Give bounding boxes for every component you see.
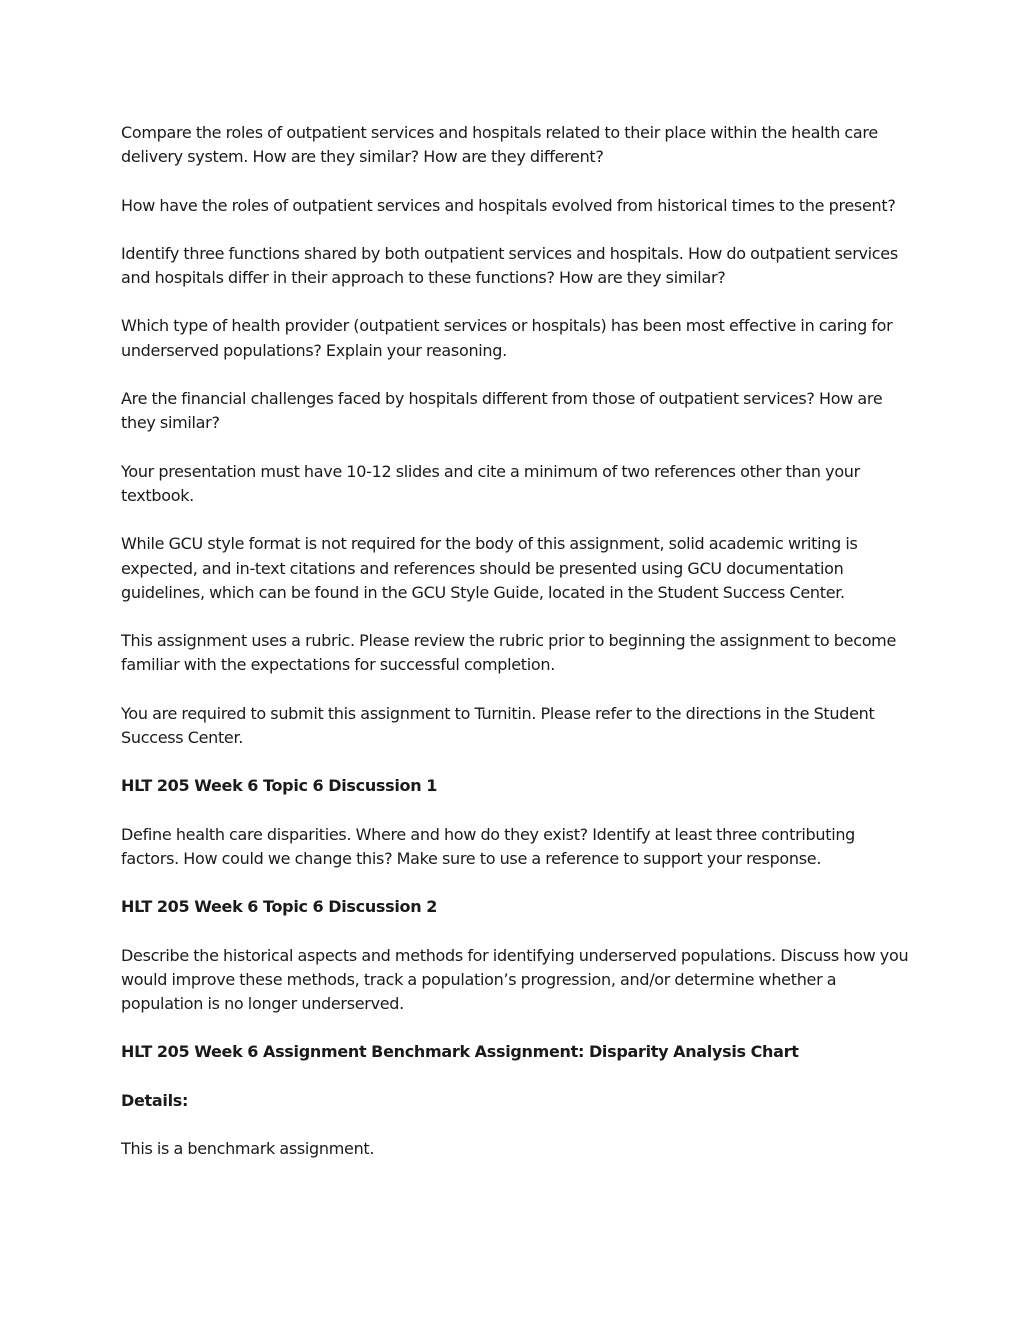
heading-benchmark-assignment: HLT 205 Week 6 Assignment Benchmark Assignment: Disparity Analysis Chart (121, 1042, 799, 1062)
paragraph-turnitin: You are required to submit this assignment to Turnitin. Please refer to the directions in the Student Success Center. (121, 703, 875, 748)
paragraph-rubric: This assignment uses a rubric. Please review the rubric prior to beginning the assignment to become familiar with the expectations for successful completion. (121, 631, 897, 675)
paragraph-roles-evolved: How have the roles of outpatient services and hospitals evolved from historical times to the present? (121, 195, 896, 215)
paragraph-presentation-requirements: Your presentation must have 10-12 slides and cite a minimum of two references other than your textbook. (121, 461, 860, 505)
heading-discussion-2: HLT 205 Week 6 Topic 6 Discussion 2 (121, 897, 438, 917)
paragraph-discussion-2: Describe the historical aspects and methods for identifying underserved populations. Discuss how you would improve these methods, track a population’s progression, and/or determine whether a population is no longer underserved. (121, 945, 909, 1014)
paragraph-compare-roles: Compare the roles of outpatient services and hospitals related to their place within the health care delivery system. How are they similar? How are they different? (121, 123, 878, 167)
paragraph-benchmark-note: This is a benchmark assignment. (121, 1139, 375, 1159)
paragraph-underserved-provider: Which type of health provider (outpatient services or hospitals) has been most effective in caring for underserved populations? Explain your reasoning. (121, 316, 893, 360)
heading-discussion-1: HLT 205 Week 6 Topic 6 Discussion 1 (121, 776, 438, 796)
paragraph-three-functions: Identify three functions shared by both outpatient services and hospitals. How do outpatient services and hospitals differ in their approach to these functions? How are they similar? (121, 243, 898, 288)
heading-details: Details: (121, 1090, 189, 1110)
paragraph-financial-challenges: Are the financial challenges faced by hospitals different from those of outpatient services? How are they similar? (121, 389, 883, 433)
paragraph-gcu-style: While GCU style format is not required for the body of this assignment, solid academic writing is expected, and in-text citations and references should be presented using GCU documentation guidelines, which can be found in the GCU Style Guide, located in the Student Success Center. (121, 534, 858, 602)
document-body (121, 121, 911, 1185)
paragraph-discussion-1: Define health care disparities. Where and how do they exist? Identify at least three contributing factors. How could we change this? Make sure to use a reference to support your response. (121, 824, 856, 868)
